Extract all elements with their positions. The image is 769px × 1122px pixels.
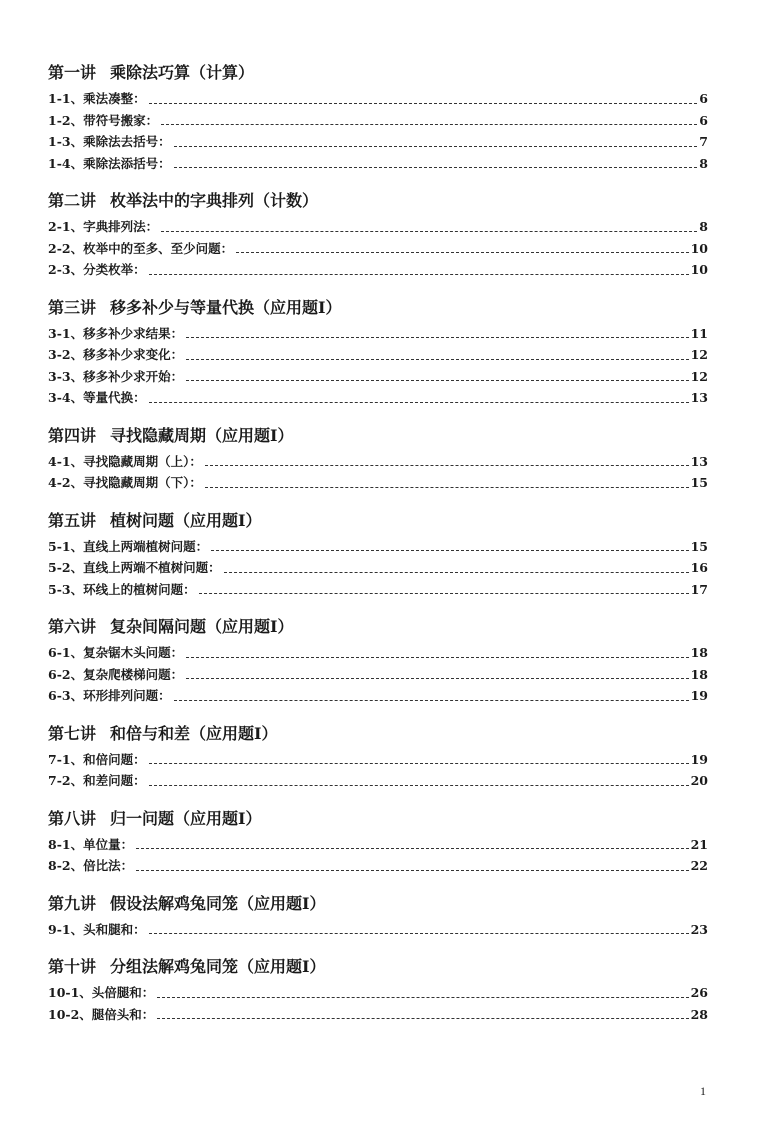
entry-page-number: 15 [690,475,708,490]
entry-page-number: 8 [699,155,708,171]
chapter-title [48,808,708,830]
chapter-section [48,190,708,281]
entry-page-number: 12 [690,347,708,362]
toc-entry[interactable] [48,536,708,558]
entry-code: 1-1、 [48,91,84,106]
entry-page-number: 11 [690,325,708,341]
chapter-title [48,893,708,915]
toc-entry[interactable] [48,685,708,707]
toc-entry[interactable] [48,664,708,686]
toc-entry[interactable] [48,557,708,579]
entry-code: 3-1、 [48,325,84,341]
entry-code: 6-1、 [48,645,84,660]
toc-entry[interactable] [48,88,708,110]
chapter-name: 寻找隐藏周期（应用题Ⅰ） [110,425,294,445]
entry-code: 10-2、 [48,1006,92,1022]
toc-entry[interactable] [48,110,708,132]
entry-code: 5-2、 [48,560,84,575]
toc-entry[interactable] [48,579,708,601]
table-of-contents [48,62,708,1041]
toc-entry[interactable] [48,387,708,409]
dot-leader [149,401,689,403]
chapter-number: 第十讲 [48,957,97,976]
entry-label: 寻找隐藏周期（下）： [83,475,202,490]
entry-code: 10-1、 [48,985,92,1000]
entry-label: 乘除法添括号： [83,155,171,171]
chapter-name: 归一问题（应用题Ⅰ） [110,808,262,828]
entry-label: 乘法凑整： [83,91,146,106]
toc-entry[interactable] [48,472,708,494]
chapter-number: 第七讲 [48,723,97,743]
entry-page-number: 15 [690,538,708,554]
chapter-section [48,425,708,494]
chapter-name: 假设法解鸡兔同笼（应用题Ⅰ） [110,893,326,913]
entry-label: 腿倍头和： [91,1006,155,1022]
dot-leader [236,251,688,253]
entry-page-number: 22 [690,858,708,873]
chapter-name: 移多补少与等量代换（应用题Ⅰ） [110,297,342,317]
chapter-section [48,62,708,174]
entry-code: 2-1、 [48,219,84,234]
entry-code: 7-1、 [48,751,84,767]
entry-page-number: 6 [699,112,708,128]
toc-entry[interactable] [48,642,708,664]
entry-code: 5-1、 [48,538,84,554]
entry-code: 1-4、 [48,155,84,171]
toc-entry[interactable] [48,834,708,856]
entry-page-number: 18 [690,666,708,682]
entry-code: 6-3、 [48,688,84,703]
entry-label: 直线上两端不植树问题： [83,560,221,575]
entry-label: 头和腿和： [83,921,146,937]
dot-leader [161,123,697,125]
chapter-section [48,893,708,941]
toc-entry[interactable] [48,919,708,941]
chapter-number: 第八讲 [48,808,97,828]
dot-leader [224,571,689,573]
toc-entry[interactable] [48,238,708,260]
chapter-section [48,616,708,707]
entry-code: 3-2、 [48,347,84,362]
chapter-title [48,190,708,212]
chapter-name: 和倍与和差（应用题Ⅰ） [110,723,278,743]
chapter-number: 第四讲 [48,425,97,445]
dot-leader [174,699,689,701]
entry-code: 4-1、 [48,453,84,469]
dot-leader [149,102,698,104]
toc-entry[interactable] [48,770,708,792]
dot-leader [174,166,698,168]
entry-label: 移多补少求变化： [83,347,184,362]
entry-label: 头倍腿和： [91,985,155,1000]
entry-label: 乘除法去括号： [83,134,171,149]
dot-leader [136,847,688,849]
entry-page-number: 7 [699,134,708,149]
dot-leader [211,549,688,551]
chapter-title [48,956,708,978]
entry-label: 枚举中的至多、至少问题： [83,240,234,256]
entry-page-number: 8 [699,219,708,234]
chapter-name: 分组法解鸡兔同笼（应用题Ⅰ） [110,957,326,976]
entry-page-number: 16 [690,560,708,575]
chapter-number: 第五讲 [48,510,97,530]
dot-leader [174,145,698,147]
entry-page-number: 12 [690,368,708,384]
dot-leader [161,230,697,232]
entry-code: 3-3、 [48,368,84,384]
toc-entry[interactable] [48,323,708,345]
entry-code: 9-1、 [48,921,84,937]
entry-page-number: 6 [699,91,708,106]
chapter-title [48,425,708,447]
entry-label: 带符号搬家： [83,112,159,128]
entry-page-number: 19 [690,751,708,767]
toc-entry[interactable] [48,259,708,281]
entry-label: 等量代换： [83,390,146,405]
entry-code: 1-3、 [48,134,84,149]
dot-leader [186,677,688,679]
entry-code: 3-4、 [48,390,84,405]
chapter-name: 植树问题（应用题Ⅰ） [110,510,262,530]
chapter-title [48,62,708,84]
dot-leader [186,358,688,360]
chapter-title [48,616,708,638]
chapter-title [48,723,708,745]
dot-leader [149,273,689,275]
entry-label: 复杂爬楼梯问题： [83,666,184,682]
entry-label: 寻找隐藏周期（上）： [83,453,202,469]
entry-code: 4-2、 [48,475,84,490]
entry-code: 2-2、 [48,240,84,256]
chapter-section [48,808,708,877]
chapter-title [48,510,708,532]
dot-leader [199,592,689,594]
entry-page-number: 13 [690,453,708,469]
entry-page-number: 26 [690,985,708,1000]
entry-code: 2-3、 [48,262,84,277]
chapter-number: 第九讲 [48,893,97,913]
entry-page-number: 17 [690,581,708,597]
toc-entry[interactable] [48,1004,708,1026]
dot-leader [186,336,688,338]
dot-leader [136,869,688,871]
entry-label: 和倍问题： [83,751,146,767]
entry-page-number: 10 [690,240,708,256]
dot-leader [149,762,689,764]
toc-entry[interactable] [48,982,708,1004]
chapter-section [48,510,708,601]
toc-entry[interactable] [48,749,708,771]
toc-entry[interactable] [48,855,708,877]
entry-code: 1-2、 [48,112,84,128]
entry-label: 直线上两端植树问题： [83,538,209,554]
entry-page-number: 10 [690,262,708,277]
entry-page-number: 13 [690,390,708,405]
entry-page-number: 21 [690,836,708,852]
chapter-section [48,297,708,409]
entry-page-number: 23 [690,921,708,937]
entry-label: 分类枚举： [83,262,146,277]
entry-label: 移多补少求结果： [83,325,184,341]
entry-code: 8-1、 [48,836,84,852]
toc-entry[interactable] [48,344,708,366]
chapter-section [48,723,708,792]
chapter-section [48,956,708,1025]
entry-label: 环线上的植树问题： [83,581,196,597]
dot-leader [149,784,689,786]
entry-code: 8-2、 [48,858,84,873]
toc-entry[interactable] [48,366,708,388]
chapter-name: 复杂间隔问题（应用题Ⅰ） [110,617,294,636]
toc-entry[interactable] [48,216,708,238]
toc-entry[interactable] [48,131,708,153]
page-number: 1 [700,1084,706,1098]
dot-leader [186,656,688,658]
entry-page-number: 19 [690,688,708,703]
chapter-name: 枚举法中的字典排列（计数） [110,191,319,210]
entry-label: 倍比法： [83,858,134,873]
entry-label: 单位量： [83,836,134,852]
dot-leader [205,464,689,466]
entry-code: 7-2、 [48,773,84,788]
entry-label: 复杂锯木头问题： [83,645,184,660]
entry-label: 环形排列问题： [83,688,171,703]
dot-leader [205,486,689,488]
entry-label: 字典排列法： [83,219,159,234]
chapter-number: 第一讲 [48,63,97,82]
dot-leader [149,932,689,934]
entry-page-number: 20 [690,773,708,788]
dot-leader [186,379,688,381]
entry-label: 移多补少求开始： [83,368,184,384]
entry-label: 和差问题： [83,773,146,788]
chapter-number: 第二讲 [48,191,97,210]
chapter-number: 第六讲 [48,617,97,636]
toc-entry[interactable] [48,451,708,473]
dot-leader [157,996,688,998]
chapter-title [48,297,708,319]
toc-entry[interactable] [48,153,708,175]
dot-leader [157,1017,688,1019]
entry-code: 5-3、 [48,581,84,597]
entry-page-number: 18 [690,645,708,660]
entry-code: 6-2、 [48,666,84,682]
chapter-number: 第三讲 [48,297,97,317]
chapter-name: 乘除法巧算（计算） [110,63,255,82]
entry-page-number: 28 [690,1006,708,1022]
